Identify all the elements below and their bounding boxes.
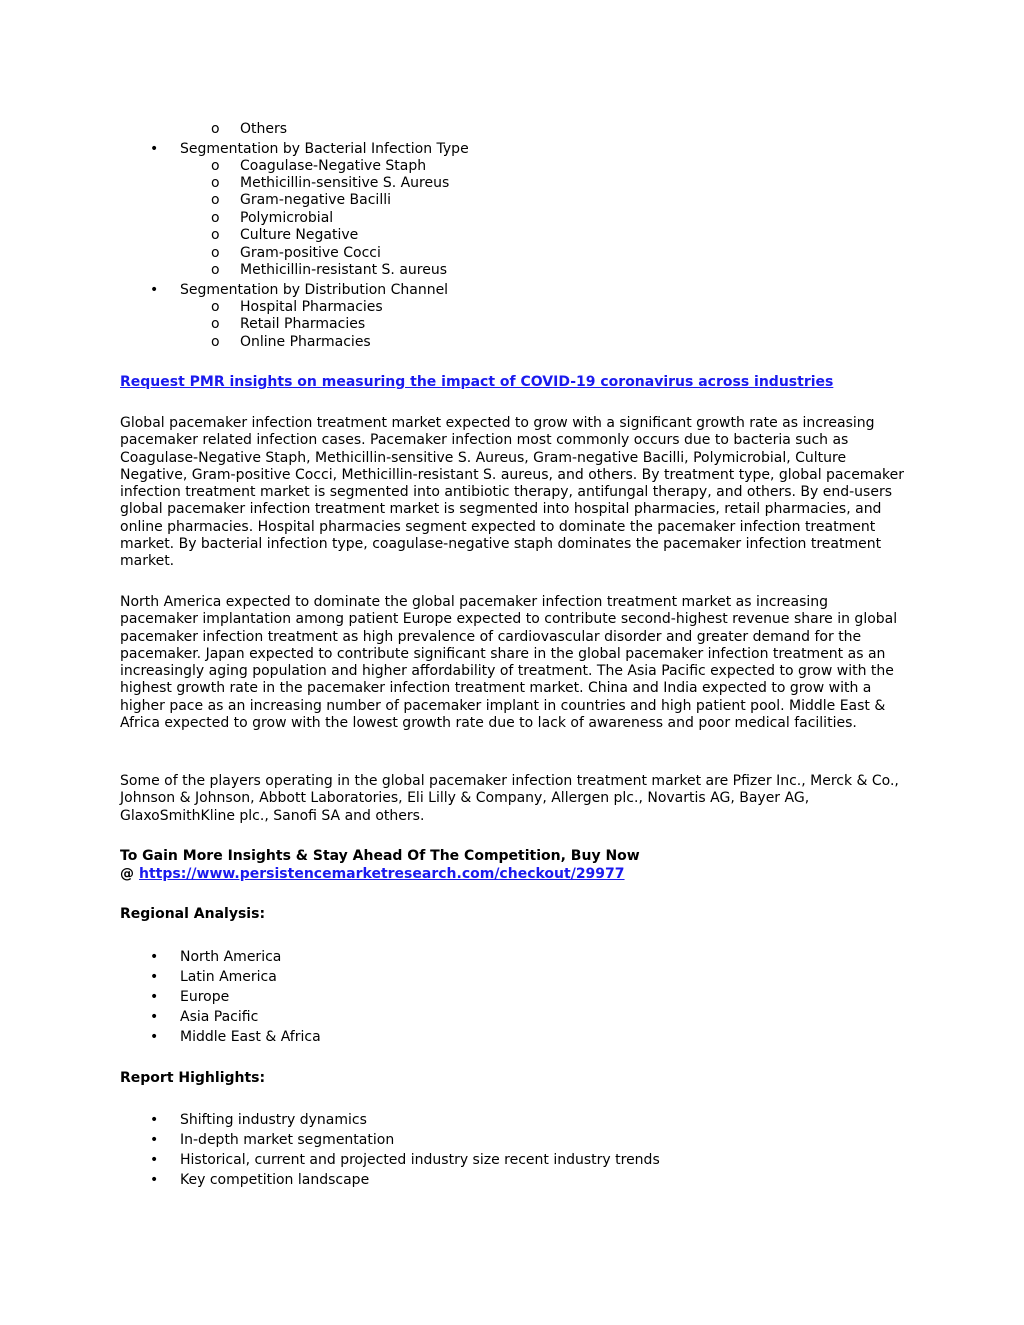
bullet-marker: •	[150, 141, 159, 157]
segment-heading-bacterial: Segmentation by Bacterial Infection Type	[180, 141, 469, 157]
list-item: Methicillin-resistant S. aureus	[240, 262, 448, 278]
highlight-item: Shifting industry dynamics	[180, 1112, 367, 1128]
list-item: Gram-negative Bacilli	[240, 192, 391, 208]
sub-bullet-marker: o	[211, 210, 220, 226]
sub-bullet-marker: o	[211, 262, 220, 278]
sub-bullet-marker: o	[211, 121, 220, 137]
bullet-marker: •	[150, 989, 159, 1005]
paragraph-key-players: Some of the players operating in the global pacemaker infection treatment market are Pfizer Inc., Merck & Co., Johnson & Johnson, Abbott Laboratories, Eli Lilly & Company, Allergen plc., Novartis AG, Bayer AG, GlaxoSmithKline plc., Sanofi SA and others.	[120, 773, 899, 824]
sub-bullet-marker: o	[211, 192, 220, 208]
list-item: Retail Pharmacies	[240, 316, 366, 332]
region-item: Middle East & Africa	[180, 1029, 321, 1045]
segment-heading-distribution: Segmentation by Distribution Channel	[180, 282, 449, 298]
sub-bullet-marker: o	[211, 175, 220, 191]
highlight-item: In-depth market segmentation	[180, 1132, 395, 1148]
bullet-marker: •	[150, 1112, 159, 1128]
list-item: Culture Negative	[240, 227, 359, 243]
list-item: Online Pharmacies	[240, 334, 371, 350]
highlight-item: Key competition landscape	[180, 1172, 370, 1188]
list-item: Polymicrobial	[240, 210, 334, 226]
list-item: Others	[240, 121, 288, 137]
bullet-marker: •	[150, 1172, 159, 1188]
buy-now-heading: To Gain More Insights & Stay Ahead Of The Competition, Buy Now	[120, 848, 640, 864]
list-item: Methicillin-sensitive S. Aureus	[240, 175, 450, 191]
regional-analysis-heading: Regional Analysis:	[120, 906, 266, 922]
sub-bullet-marker: o	[211, 316, 220, 332]
bullet-marker: •	[150, 969, 159, 985]
sub-bullet-marker: o	[211, 334, 220, 350]
region-item: Europe	[180, 989, 230, 1005]
sub-bullet-marker: o	[211, 299, 220, 315]
region-item: North America	[180, 949, 282, 965]
report-highlights-heading: Report Highlights:	[120, 1070, 266, 1086]
bullet-marker: •	[150, 1132, 159, 1148]
checkout-link[interactable]: https://www.persistencemarketresearch.com/checkout/29977	[139, 866, 625, 882]
sub-bullet-marker: o	[211, 227, 220, 243]
region-item: Asia Pacific	[180, 1009, 259, 1025]
region-item: Latin America	[180, 969, 277, 985]
list-item: Gram-positive Cocci	[240, 245, 381, 261]
sub-bullet-marker: o	[211, 245, 220, 261]
buy-now-at-sign: @	[120, 866, 134, 882]
bullet-marker: •	[150, 1029, 159, 1045]
bullet-marker: •	[150, 1009, 159, 1025]
paragraph-market-overview: Global pacemaker infection treatment market expected to grow with a significant growth rate as increasing pacemaker related infection cases. Pacemaker infection most commonly occurs due to bacteria such as Coagulase-Negative Staph, Methicillin-sensitive S. Aureus, Gram-negative Bacilli, Polymicrobial, Culture Negative, Gram-positive Cocci, Methicillin-resistant S. aureus, and others. By treatment type, global pacemaker infection treatment market is segmented into antibiotic therapy, antifungal therapy, and others. By end-users global pacemaker infection treatment market is segmented into hospital pharmacies, retail pharmacies, and online pharmacies. Hospital pharmacies segment expected to dominate the pacemaker infection treatment market. By bacterial infection type, coagulase-negative staph dominates the pacemaker infection treatment market.	[120, 415, 904, 570]
sub-bullet-marker: o	[211, 158, 220, 174]
bullet-marker: •	[150, 282, 159, 298]
highlight-item: Historical, current and projected industry size recent industry trends	[180, 1152, 660, 1168]
list-item: Coagulase-Negative Staph	[240, 158, 427, 174]
list-item: Hospital Pharmacies	[240, 299, 383, 315]
paragraph-regional-overview: North America expected to dominate the global pacemaker infection treatment market as increasing pacemaker implantation among patient Europe expected to contribute second-highest revenue share in global pacemaker infection treatment as high prevalence of cardiovascular disorder and greater demand for the pacemaker. Japan expected to contribute significant share in the global pacemaker infection treatment as an increasingly aging population and higher affordability of treatment. The Asia Pacific expected to grow with the highest growth rate in the pacemaker infection treatment market. China and India expected to grow with a higher pace as an increasing number of pacemaker implant in countries and high patient pool. Middle East & Africa expected to grow with the lowest growth rate due to lack of awareness and poor medical facilities.	[120, 594, 898, 732]
bullet-marker: •	[150, 949, 159, 965]
bullet-marker: •	[150, 1152, 159, 1168]
request-insights-link[interactable]: Request PMR insights on measuring the impact of COVID-19 coronavirus across industries	[120, 374, 834, 390]
